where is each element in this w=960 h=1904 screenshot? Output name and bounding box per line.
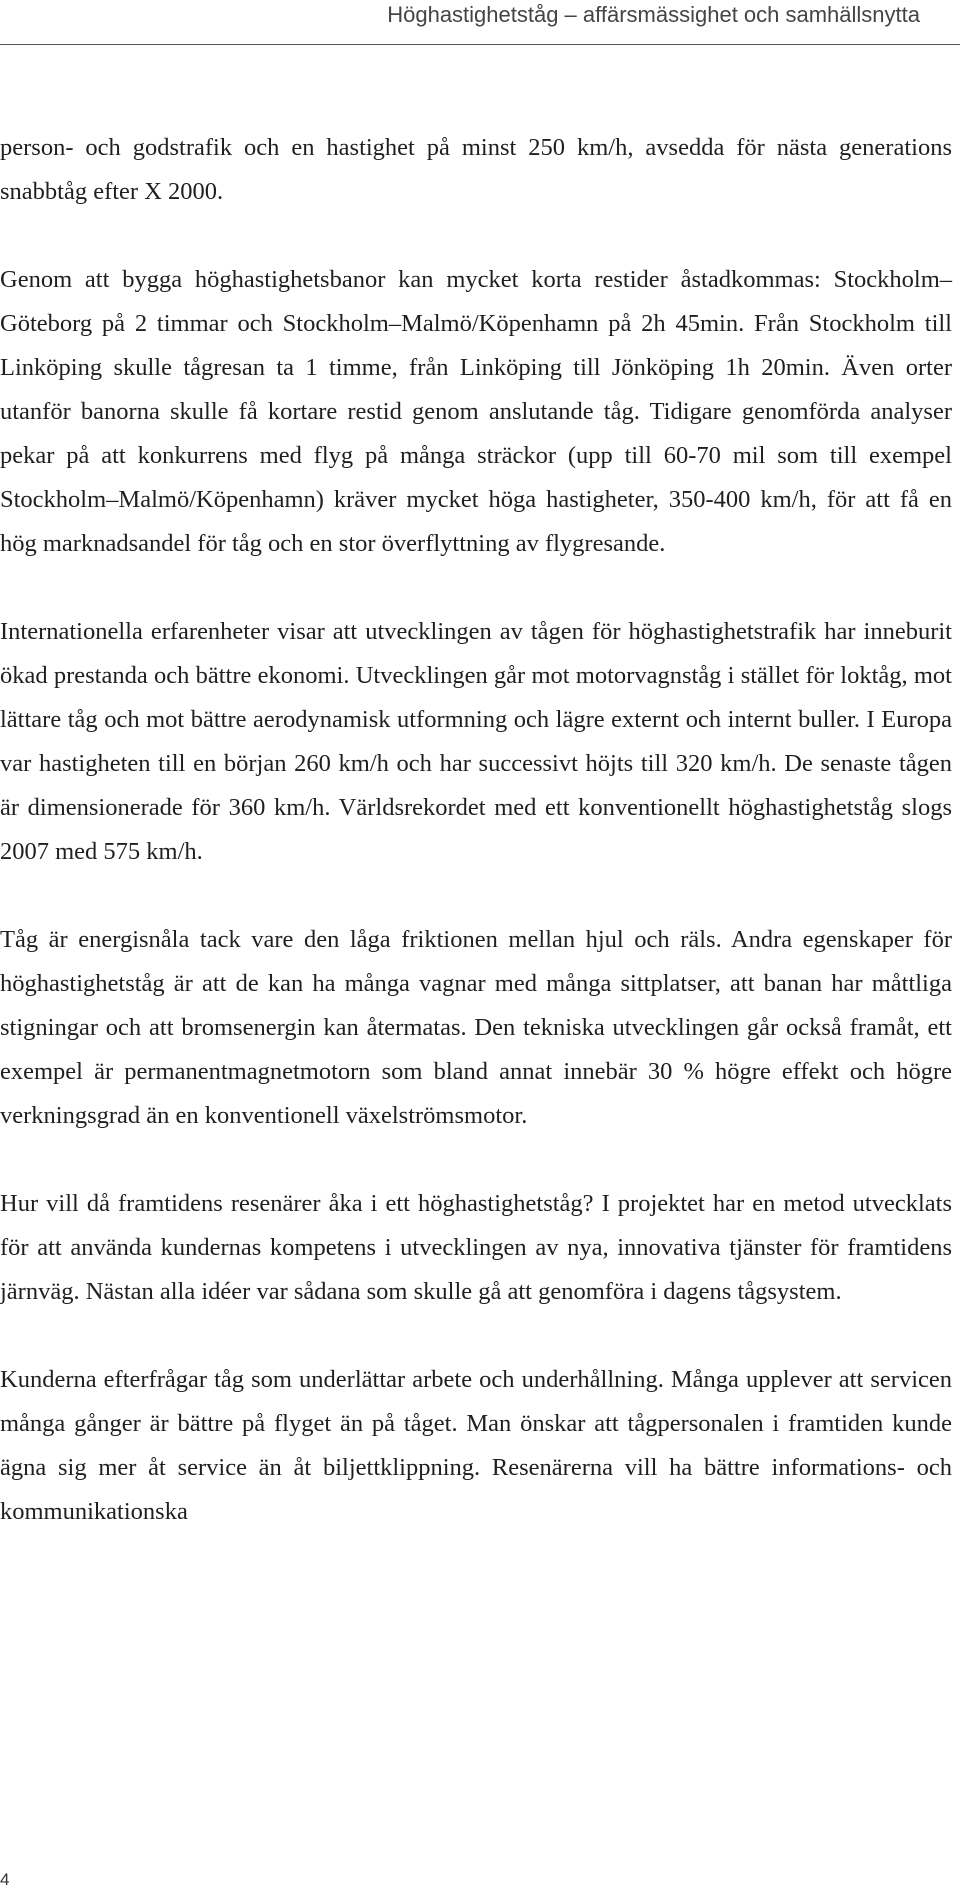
paragraph-6: Kunderna efterfrågar tåg som underlättar arbete och underhållning. Många upplever att servicen många gånger är bättre på flyget än på tåget. Man önskar att tågpersonalen i framtiden kunde ägna sig mer åt service än åt biljettklippning. Resenärerna vill ha bättre informations- och kommunikationska [0, 1366, 952, 1525]
paragraph-4: Tåg är energisnåla tack vare den låga friktionen mellan hjul och räls. Andra egenskaper för höghastighetståg är att de kan ha många vagnar med många sittplatser, att banan har måttliga stigningar och att bromsenergin kan återmatas. Den tekniska utvecklingen går också framåt, ett exempel är permanentmagnetmotorn som bland annat innebär 30 % högre effekt och högre verkningsgrad än en konventionell växelströmsmotor. [0, 926, 952, 1129]
paragraph-5: Hur vill då framtidens resenärer åka i ett höghastighetståg? I projektet har en metod utvecklats för att använda kundernas kompetens i utvecklingen av nya, innovativa tjänster för framtidens järnväg. Nästan alla idéer var sådana som skulle gå att genomföra i dagens tågsystem. [0, 1190, 952, 1305]
body-text [0, 126, 952, 1534]
running-header: Höghastighetståg – affärsmässighet och samhällsnytta [387, 2, 920, 27]
paragraph-3: Internationella erfarenheter visar att utvecklingen av tågen för höghastighetstrafik har inneburit ökad prestanda och bättre ekonomi. Utvecklingen går mot motorvagnståg i stället för loktåg, mot lättare tåg och mot bättre aerodynamisk utformning och lägre externt och internt buller. I Europa var hastigheten till en början 260 km/h och har successivt höjts till 320 km/h. De senaste tågen är dimensionerade för 360 km/h. Världsrekordet med ett konventionellt höghastighetståg slogs 2007 med 575 km/h. [0, 618, 952, 865]
page-number: 4 [0, 1870, 10, 1889]
header-divider [0, 44, 960, 45]
paragraph-1: person- och godstrafik och en hastighet på minst 250 km/h, avsedda för nästa generations snabbtåg efter X 2000. [0, 134, 952, 205]
paragraph-2: Genom att bygga höghastighetsbanor kan mycket korta restider åstadkommas: Stockholm–Göteborg på 2 timmar och Stockholm–Malmö/Köpenhamn på 2h 45min. Från Stockholm till Linköping skulle tågresan ta 1 timme, från Linköping till Jönköping 1h 20min. Även orter utanför banorna skulle få kortare restid genom anslutande tåg. Tidigare genomförda analyser pekar på att konkurrens med flyg på många sträckor (upp till 60-70 mil som till exempel Stockholm–Malmö/Köpenhamn) kräver mycket höga hastigheter, 350-400 km/h, för att få en hög marknadsandel för tåg och en stor överflyttning av flygresande. [0, 266, 952, 557]
